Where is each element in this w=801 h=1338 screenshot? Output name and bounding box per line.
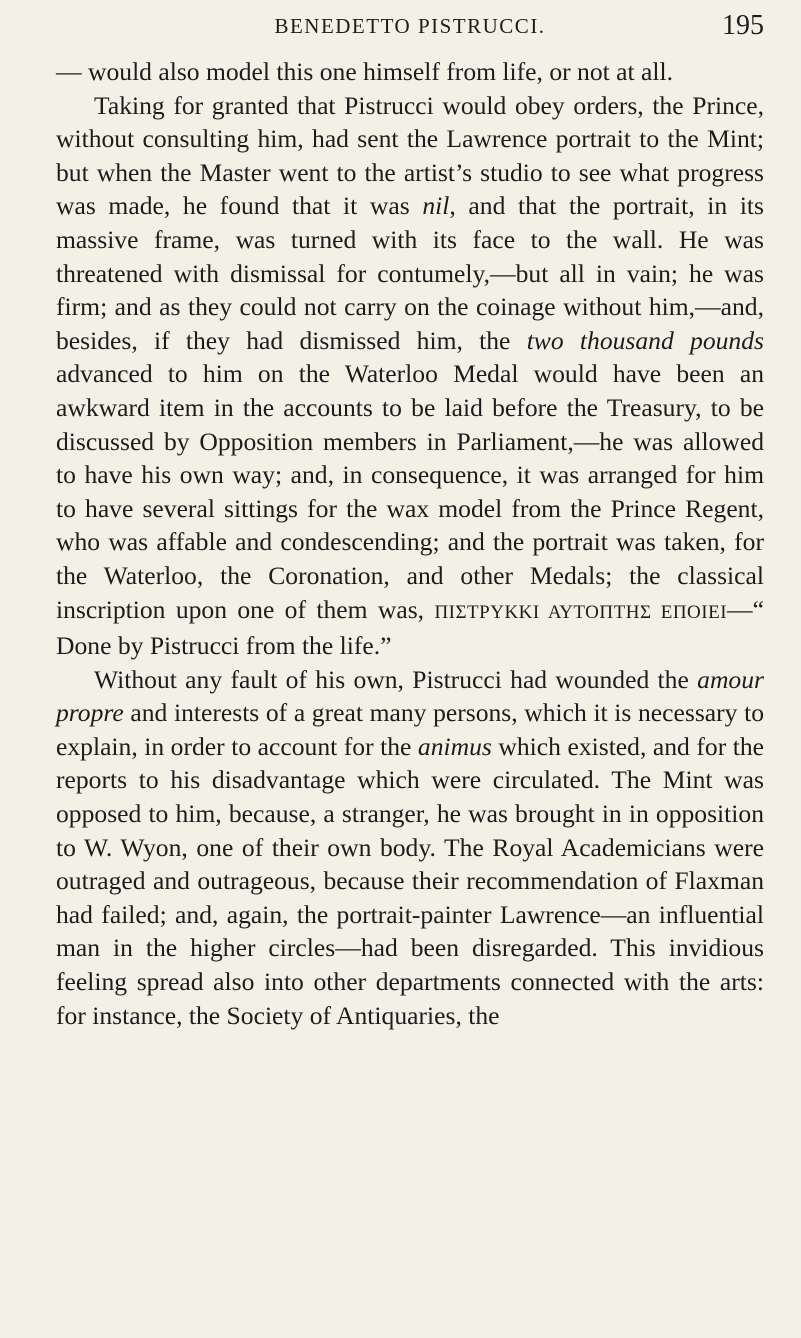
text-segment: —“ Done by Pistrucci from the life.”: [56, 594, 764, 661]
italic-term-animus: animus: [417, 731, 492, 761]
body-text: [56, 55, 764, 1032]
running-title: BENEDETTO PISTRUCCI.: [274, 14, 546, 38]
paragraph-opposition: [56, 663, 764, 1033]
italic-phrase-amour-propre: amour propre: [56, 664, 764, 728]
text-segment: , and that the portrait, in its massive frame, was turned with its face to the wall. He was threatened with dismissal for contumely,—but all in vain; he was firm; and as they could not carry on the coinage without him,—and, besides, if they had dismissed him, the: [56, 191, 764, 355]
text-segment: Without any fault of his own, Pistrucci had wounded the: [94, 664, 698, 694]
text-segment: which existed, and for the reports to his disadvantage which were circulated. The Mint was opposed to him, because, a stranger, he was brought in in opposition to W. Wyon, one of their own body. The Royal Academicians were outraged and outrageous, because their recommendation of Flaxman had failed; and, again, the portrait-painter Lawrence—an influential man in the higher circles—had been disregarded. This invidious feeling spread also into other departments connected with the arts: for instance, the Society of Antiquaries, the: [56, 731, 765, 1030]
page-number: 195: [722, 10, 764, 41]
greek-inscription: ΠΙΣΤΡΥΚΚΙ ΑΥΤΟΠΤΗΣ ΕΠΟΙΕΙ: [434, 601, 728, 623]
running-head: [56, 8, 764, 48]
text-segment: — would also model this one himself from life, or not at all.: [56, 57, 673, 86]
text-segment: advanced to him on the Waterloo Medal would have been an awkward item in the accounts to be laid before the Treasury, to be discussed by Opposition members in Parliament,—he was allowed to have his own way; and, in consequence, it was arranged for him to have several sittings for the wax model from the Prince Regent, who was affable and condescending; and the portrait was taken, for the Waterloo, the Coronation, and other Medals; the classical inscription upon one of them was,: [56, 359, 764, 624]
text-segment: and interests of a great many persons, which it is necessary to explain, in order to account for the: [56, 698, 764, 761]
italic-phrase-two-thousand-pounds: two thousand pounds: [526, 325, 764, 355]
paragraph-portrait-episode: [56, 89, 764, 663]
text-segment: Taking for granted that Pistrucci would obey orders, the Prince, without consulting him, had sent the Lawrence portrait to the Mint; but when the Master went to the artist’s studio to see what progress was made, he found that it was: [56, 90, 764, 221]
paragraph-continuation: [56, 55, 764, 89]
italic-term-nil: nil: [422, 191, 450, 221]
